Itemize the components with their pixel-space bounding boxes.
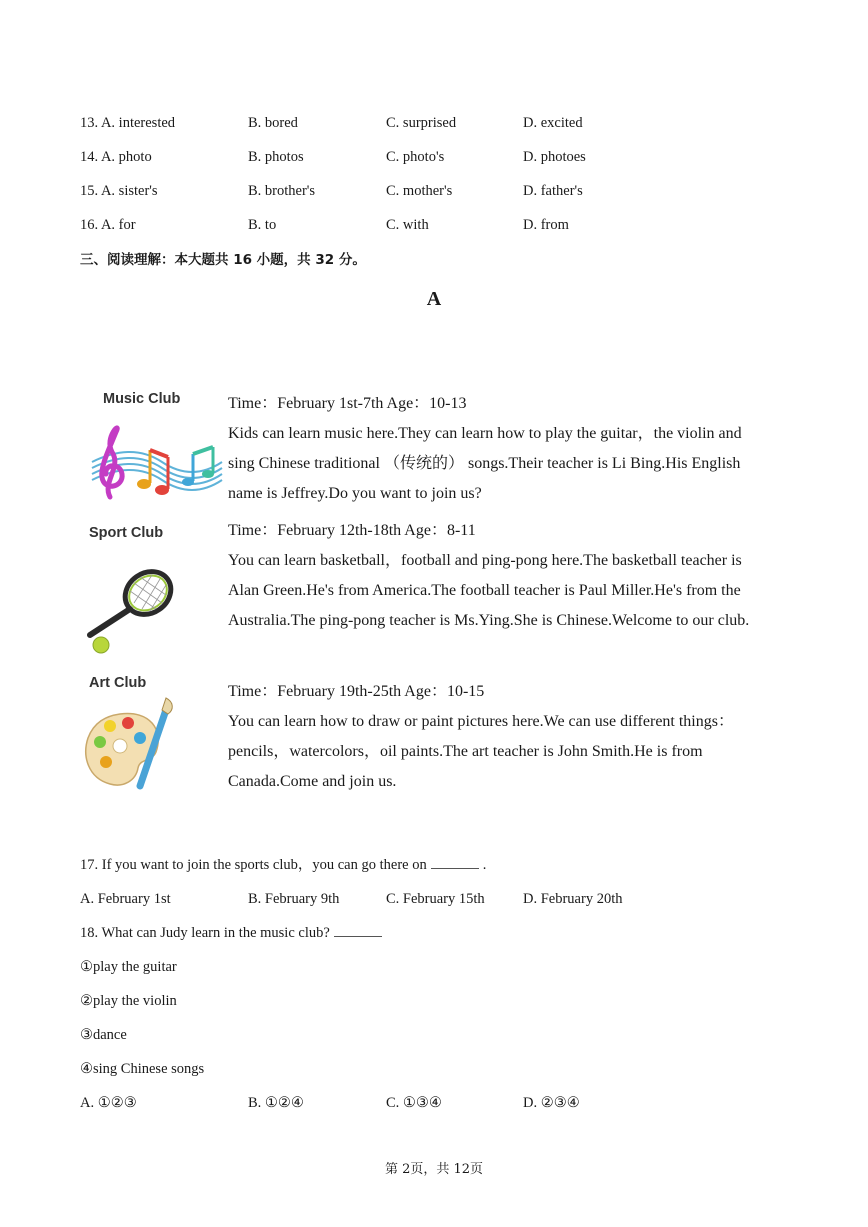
option-c: C. February 15th [386,891,485,907]
music-club-time: Time：February 1st-7th Age：10-13 [228,395,467,412]
tennis-racket-icon [82,565,182,657]
sport-club-label: Sport Club [89,525,164,541]
art-club-text [228,677,768,797]
option-b: B. ①②④ [248,1095,304,1111]
paint-palette-icon [80,696,180,800]
art-club-label: Art Club [89,675,147,691]
option-a: 14. A. photo [80,149,152,165]
option-b: B. to [248,217,277,233]
option-a: 15. A. sister's [80,183,158,199]
q18-item-text: ③dance [80,1027,127,1043]
option-a: A. ①②③ [80,1095,137,1111]
option-a: A. February 1st [80,891,171,907]
sport-club-text [228,516,768,636]
q17-stem-end: . [482,857,487,873]
question-18-options [80,1093,780,1113]
q18-item [80,991,780,1011]
option-c: C. photo's [386,149,445,165]
option-d: D. excited [523,115,583,131]
q18-item [80,957,780,977]
section-heading: 三、阅读理解：本大题共 16 小题，共 32 分。 [80,252,366,268]
option-d: D. February 20th [523,891,623,907]
option-b: B. February 9th [248,891,340,907]
option-d: D. photoes [523,149,586,165]
passage-letter: A [426,288,442,310]
q18-item-text: ④sing Chinese songs [80,1061,205,1077]
option-c: C. surprised [386,115,457,131]
music-club-text [228,389,768,509]
answer-blank [431,856,479,869]
art-club-time: Time：February 19th-25th Age：10-15 [228,683,485,700]
q18-stem-text: 18. What can Judy learn in the music club? [80,925,330,941]
question-17-options [80,889,780,909]
question-14-options [80,147,780,167]
q18-item-text: ②play the violin [80,993,177,1009]
option-b: B. photos [248,149,304,165]
option-a: 13. A. interested [80,115,176,131]
music-notes-icon [82,412,224,504]
option-b: B. bored [248,115,298,131]
q18-item [80,1025,780,1045]
option-c: C. with [386,217,429,233]
question-16-options [80,215,780,235]
question-15-options [80,181,780,201]
option-d: D. father's [523,183,583,199]
option-d: D. from [523,217,569,233]
music-club-label: Music Club [103,391,181,407]
q18-item-text: ①play the guitar [80,959,177,975]
sport-club-time: Time：February 12th-18th Age：8-11 [228,522,476,539]
option-a: 16. A. for [80,217,136,233]
q18-item [80,1059,780,1079]
q17-stem-text: 17. If you want to join the sports club，you can go there on [80,857,427,873]
art-club-description: You can learn how to draw or paint pictures here.We can use different things：pencils，watercolors，oil paints.The art teacher is John Smith.He is from Canada.Come and join us. [228,713,734,790]
page-footer: 第 2页，共 12页 [384,1162,484,1177]
sport-club-description: You can learn basketball，football and ping-pong here.The basketball teacher is Alan Green.He's from America.The football teacher is Paul Miller.He's from the Australia.The ping-pong teacher is Ms.Ying.She is Chinese.Welcome to our club. [228,552,750,629]
question-17-stem [80,855,780,875]
answer-blank [334,924,382,937]
option-c: C. mother's [386,183,453,199]
option-c: C. ①③④ [386,1095,442,1111]
question-13-options [80,113,780,133]
option-b: B. brother's [248,183,316,199]
option-d: D. ②③④ [523,1095,580,1111]
question-18-stem [80,923,780,943]
music-club-description: Kids can learn music here.They can learn how to play the guitar，the violin and sing Chinese traditional （传统的） songs.Their teacher is Li Bing.His English name is Jeffrey.Do you want to join us? [228,425,742,502]
